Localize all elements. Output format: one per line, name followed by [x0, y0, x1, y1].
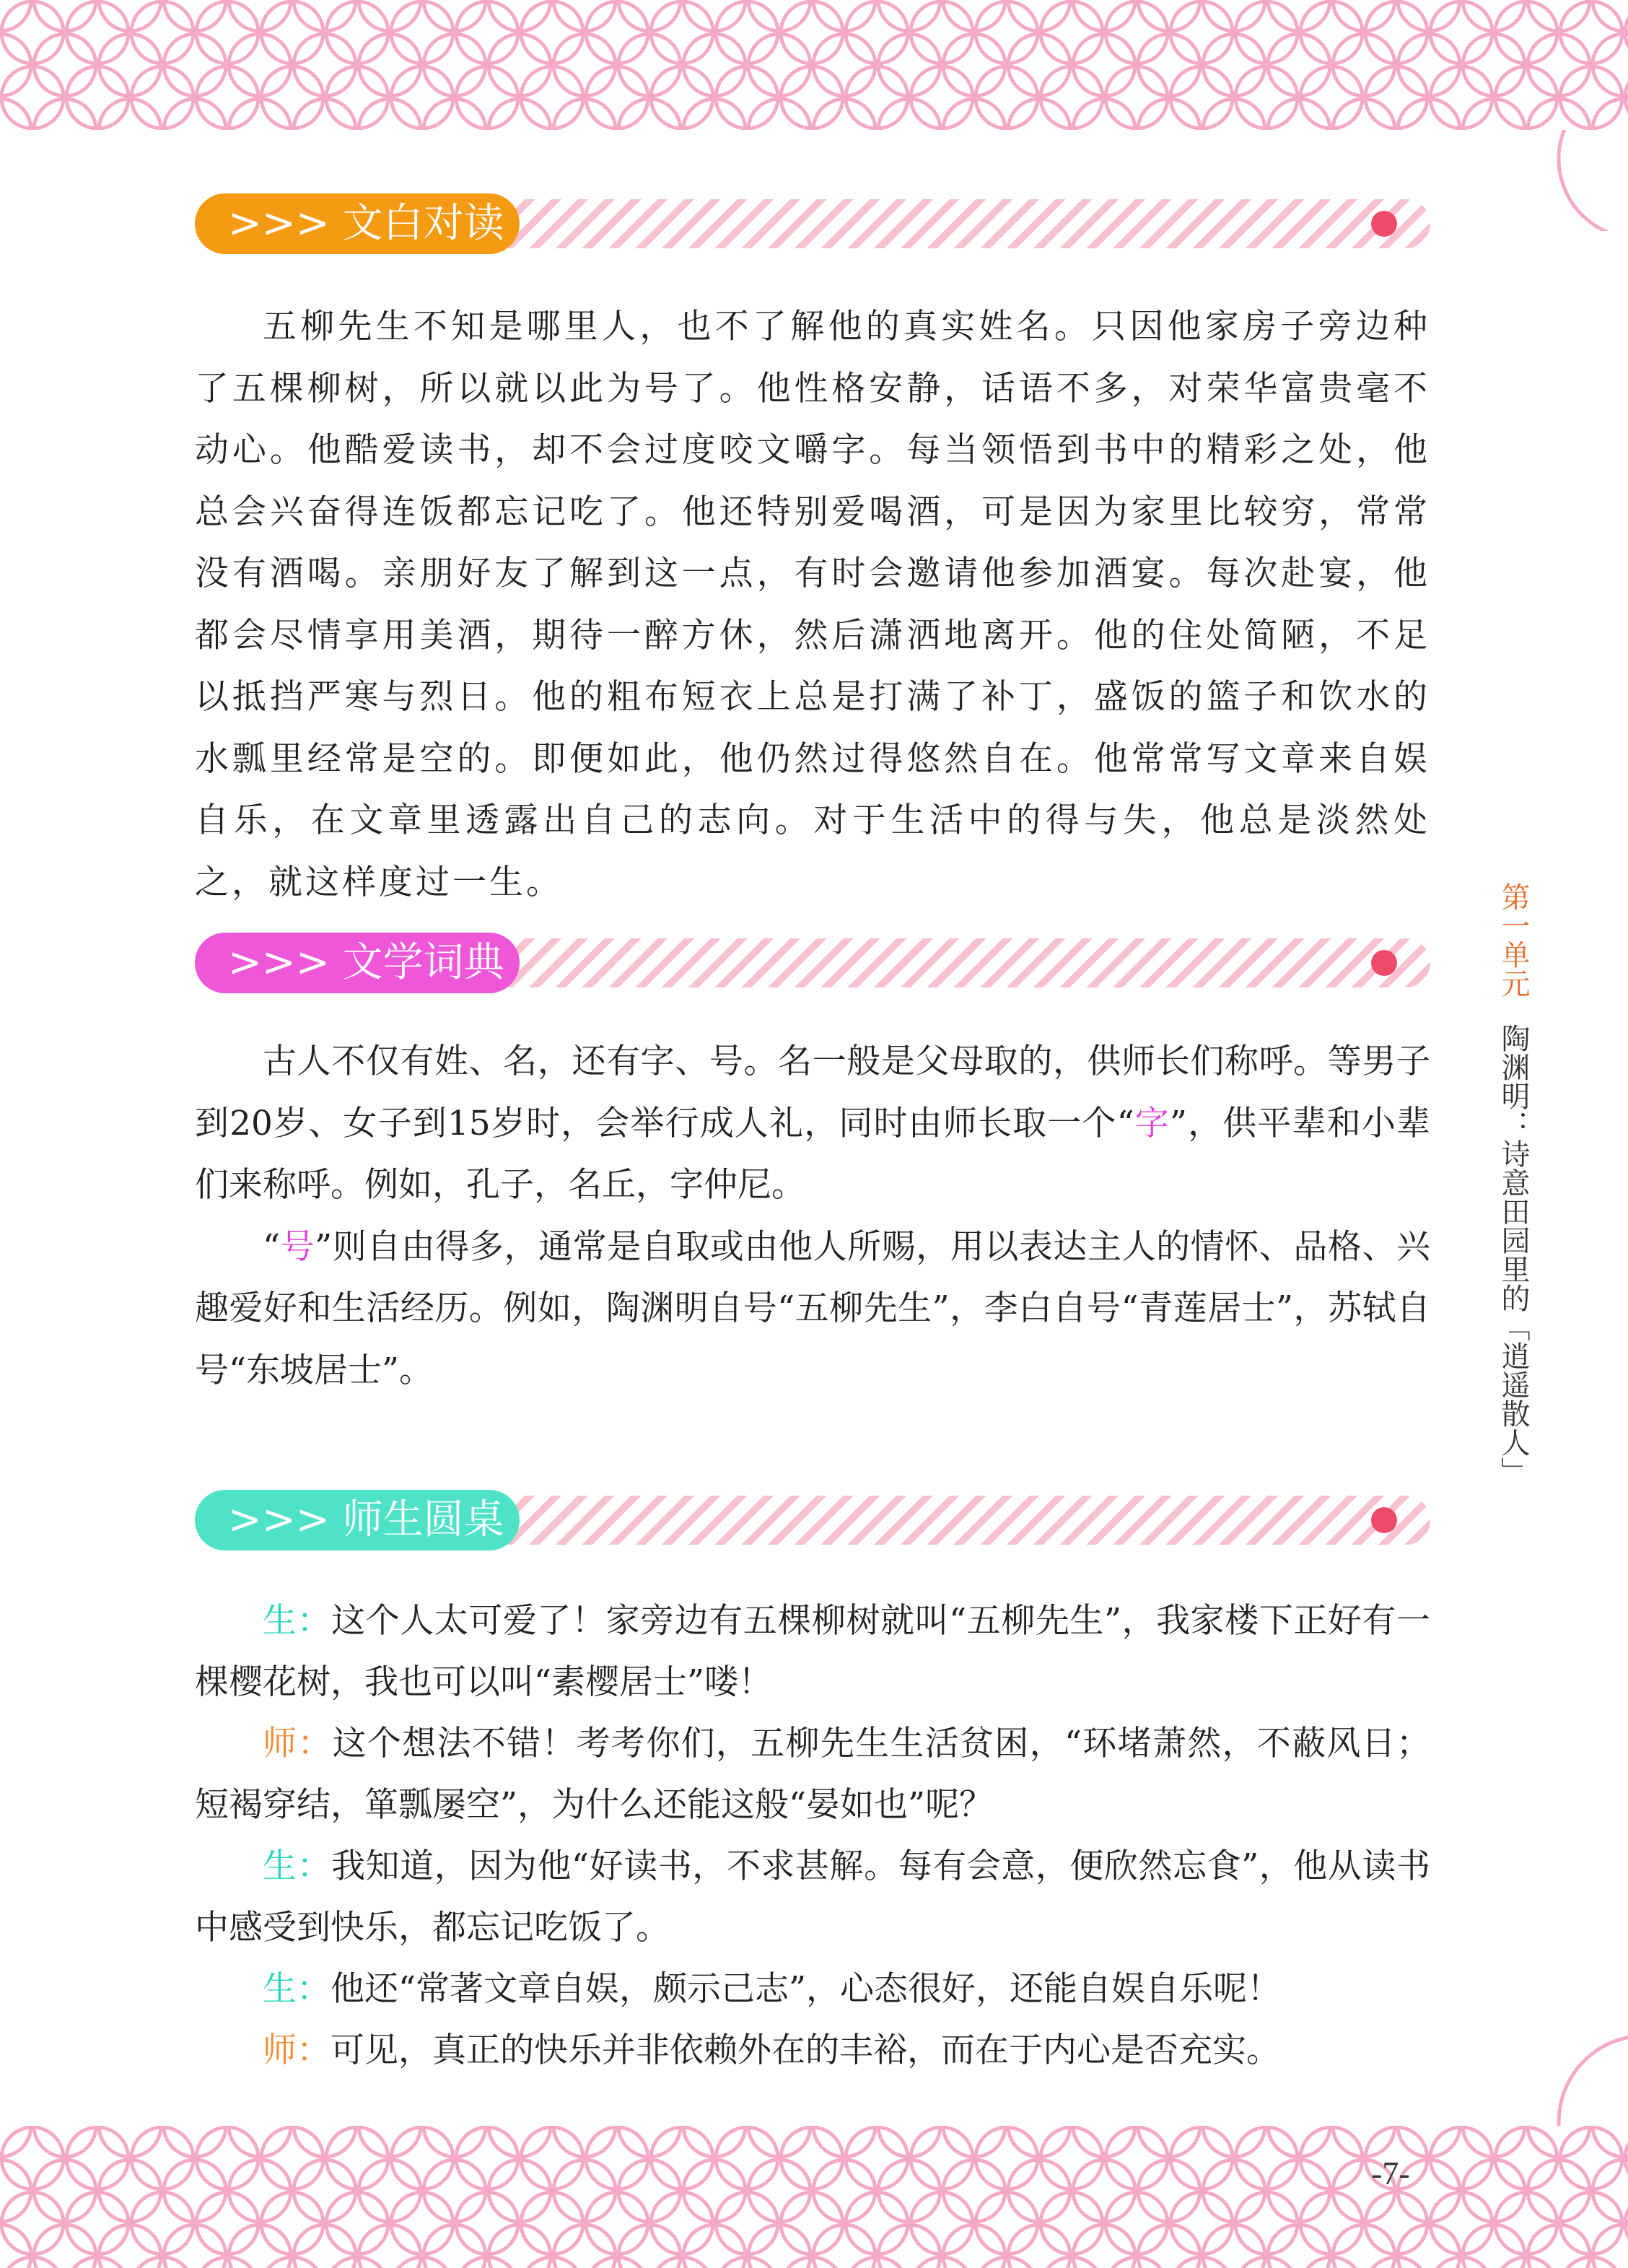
- dialogue-line: 生：他还“常著文章自娱，颇示己志”，心态很好，还能自娱自乐呢！: [263, 1969, 1282, 2009]
- unit-label: 第一单元: [1497, 882, 1530, 998]
- dictionary-paragraph-1: 古人不仅有姓、名，还有字、号。名一般是父母取的，供师长们称呼。等男子到20岁、女子到15岁时，会举行成人礼，同时由师长取一个“字”，供平辈和小辈们来称呼。例如，孔子，名丘，字仲尼。: [195, 1042, 1431, 1205]
- translation-paragraph: 五柳先生不知是哪里人，也不了解他的真实姓名。只因他家房子旁边种了五棵柳树，所以就以此为号了。他性格安静，话语不多，对荣华富贵毫不动心。他酷爱读书，却不会过度咬文嚼字。每当领悟到书中的精彩之处，他总会兴奋得连饭都忘记吃了。他还特别爱喝酒，可是因为家里比较穷，常常没有酒喝。亲朋好友了解到这一点，有时会邀请他参加酒宴。每次赴宴，他都会尽情享用美酒，期待一醉方休，然后潇洒地离开。他的住处简陋，不足以抵挡严寒与烈日。他的粗布短衣上总是打满了补丁，盛饭的篮子和饮水的水瓢里经常是空的。即便如此，他仍然过得悠然自在。他常常写文章来自娱自乐，在文章里透露出自己的志向。对于生活中的得与失，他总是淡然处之，就这样度过一生。: [195, 307, 1430, 902]
- speaker-label: 生：: [263, 1601, 332, 1641]
- section-header-dictionary: [195, 933, 1430, 993]
- speaker-label: 师：: [263, 1724, 333, 1763]
- corner-ring-top: [1537, 130, 1628, 231]
- speaker-label: 师：: [263, 2031, 331, 2070]
- section-header-roundtable: [195, 1490, 1430, 1550]
- section-title: >>> 文学词典: [195, 933, 520, 993]
- section-header-translation: [195, 193, 1430, 254]
- header-dot-icon: [1371, 211, 1397, 237]
- highlight-hao: 号: [280, 1226, 315, 1267]
- section-title: >>> 文白对读: [195, 193, 520, 254]
- page-number: -7-: [1371, 2155, 1410, 2191]
- circle-pattern: [0, 0, 1628, 130]
- dictionary-paragraph-2: “号”则自由得多，通常是自取或由他人所赐，用以表达主人的情怀、品格、兴趣爱好和生活经历。例如，陶渊明自号“五柳先生”，李白自号“青莲居士”，苏轼自号“东坡居士”。: [195, 1226, 1431, 1390]
- section-title: >>> 师生圆桌: [195, 1490, 520, 1550]
- highlight-zi: 字: [1134, 1103, 1170, 1143]
- speaker-label: 生：: [263, 1846, 332, 1886]
- dialogue-line: 生：我知道，因为他“好读书，不求甚解。每有会意，便欣然忘食”，他从读书中感受到快乐，都忘记吃饭了。: [195, 1846, 1431, 1948]
- dictionary-text: [195, 1031, 1430, 1401]
- dialogue-line: 师：可见，真正的快乐并非依赖外在的丰裕，而在于内心是否充实。: [263, 2031, 1280, 2070]
- chapter-side-label: [1488, 882, 1528, 1486]
- bottom-pattern-band: [0, 2126, 1628, 2268]
- corner-ring-bottom: [1537, 1992, 1628, 2126]
- header-dot-icon: [1371, 1507, 1397, 1533]
- speaker-label: 生：: [263, 1969, 331, 2009]
- roundtable-dialogue: [195, 1590, 1430, 2081]
- chapter-title: 陶渊明：诗意田园里的「逍遥散人」: [1497, 1024, 1530, 1486]
- top-pattern-band: [0, 0, 1628, 130]
- dialogue-line: 师：这个想法不错！考考你们，五柳先生生活贫困，“环堵萧然，不蔽风日；短褐穿结，箪瓢屡空”，为什么还能这般“晏如也”呢？: [195, 1724, 1430, 1825]
- dialogue-line: 生：这个人太可爱了！家旁边有五棵柳树就叫“五柳先生”，我家楼下正好有一棵樱花树，我也可以叫“素樱居士”喽！: [195, 1601, 1431, 1702]
- translation-text: [195, 296, 1430, 913]
- header-dot-icon: [1371, 950, 1397, 976]
- circle-pattern: [0, 2126, 1628, 2268]
